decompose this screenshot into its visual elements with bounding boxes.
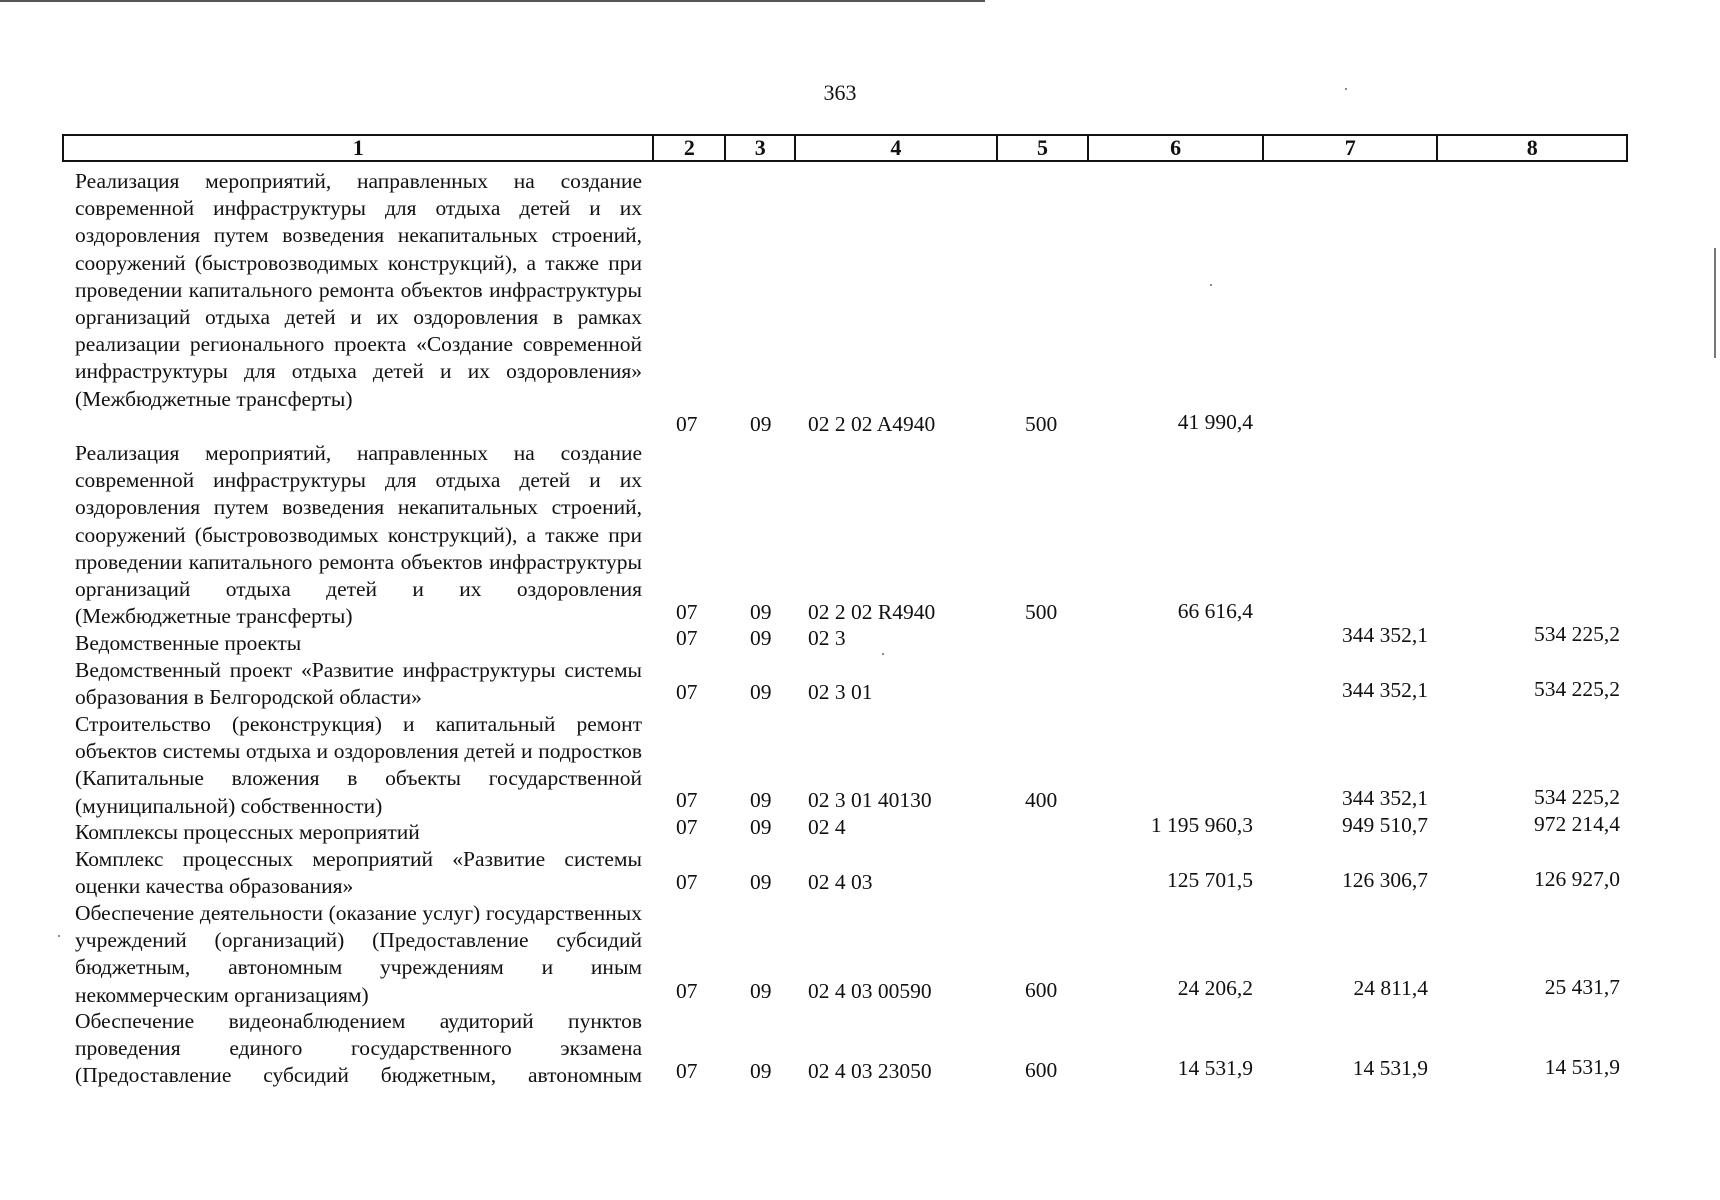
row-target-article: 02 4 03 23050 [808, 1059, 932, 1083]
row-description: Строительство (реконструкция) и капитальный ремонт объектов системы отдыха и оздоровления детей и подростков (Капитальные вложения в объекты государственной (муниципальной) собственности) [75, 712, 642, 818]
row-subsection-code: 09 [750, 870, 772, 894]
column-header-1: 1 [64, 136, 654, 160]
row-amount-col8: 534 225,2 [1534, 622, 1620, 646]
scan-speck [882, 653, 884, 655]
row-amount-col7: 126 306,7 [1342, 868, 1428, 892]
row-amount-col8: 126 927,0 [1534, 867, 1620, 891]
row-expense-type: 500 [1025, 412, 1058, 436]
row-section-code: 07 [676, 870, 698, 894]
row-amount-col7: 344 352,1 [1342, 786, 1428, 810]
row-subsection-code: 09 [750, 788, 772, 812]
row-subsection-code: 09 [750, 600, 772, 624]
row-section-code: 07 [676, 979, 698, 1003]
row-description: Реализация мероприятий, направленных на создание современной инфраструктуры для отдыха детей и их оздоровления путем возведения некапитальных строений, сооружений (быстровозводимых конструкций), а также при проведении капитального ремонта объектов инфраструктуры организаций отдыха детей и их оздоровления в рамках реализации регионального проекта «Создание современной инфраструктуры для отдыха детей и их оздоровления» (Межбюджетные трансферты) [75, 169, 642, 411]
row-description: Комплексы процессных мероприятий [75, 820, 420, 844]
row-target-article: 02 4 03 [808, 870, 873, 894]
column-header-4: 4 [796, 136, 997, 160]
row-description: Обеспечение видеонаблюдением аудиторий пунктов проведения единого государственного экзамена (Предоставление субсидий бюджетным, автономным [75, 1009, 642, 1088]
row-amount-col7: 344 352,1 [1342, 623, 1428, 647]
row-amount-col7: 14 531,9 [1352, 1056, 1428, 1080]
scan-speck [58, 935, 60, 937]
row-amount-col6: 24 206,2 [1177, 976, 1253, 1000]
row-target-article: 02 4 03 00590 [808, 979, 932, 1003]
column-header-3: 3 [726, 136, 796, 160]
row-subsection-code: 09 [750, 412, 772, 436]
row-target-article: 02 3 01 [808, 680, 873, 704]
table-header-row [62, 134, 1628, 162]
row-amount-col6: 66 616,4 [1177, 599, 1253, 623]
scan-border-top [0, 0, 985, 2]
row-description: Реализация мероприятий, направленных на создание современной инфраструктуры для отдыха детей и их оздоровления путем возведения некапитальных строений, сооружений (быстровозводимых конструкций), а также при проведении капитального ремонта объектов инфраструктуры организаций отдыха детей и их оздоровления (Межбюджетные трансферты) [75, 441, 642, 629]
row-amount-col6: 1 195 960,3 [1150, 813, 1253, 837]
row-amount-col6: 125 701,5 [1167, 868, 1253, 892]
row-description: Комплекс процессных мероприятий «Развитие системы оценки качества образования» [75, 847, 642, 899]
column-header-8: 8 [1526, 135, 1538, 160]
scan-speck [1210, 284, 1212, 286]
column-header-7: 7 [1264, 136, 1439, 160]
column-header-5: 5 [998, 136, 1090, 160]
row-target-article: 02 3 [808, 626, 846, 650]
column-header-6: 6 [1089, 136, 1264, 160]
row-amount-col7: 949 510,7 [1342, 813, 1428, 837]
row-section-code: 07 [676, 626, 698, 650]
page-number: 363 [823, 80, 857, 105]
row-section-code: 07 [676, 1059, 698, 1083]
row-amount-col8: 25 431,7 [1544, 975, 1620, 999]
column-header-2: 2 [654, 136, 726, 160]
row-expense-type: 500 [1025, 600, 1058, 624]
row-amount-col8: 14 531,9 [1544, 1055, 1620, 1079]
row-subsection-code: 09 [750, 1059, 772, 1083]
row-amount-col6: 14 531,9 [1177, 1056, 1253, 1080]
row-section-code: 07 [676, 412, 698, 436]
row-target-article: 02 3 01 40130 [808, 788, 932, 812]
row-description: Ведомственный проект «Развитие инфраструктуры системы образования в Белгородской области» [75, 658, 642, 710]
row-subsection-code: 09 [750, 680, 772, 704]
row-section-code: 07 [676, 600, 698, 624]
row-target-article: 02 2 02 R4940 [808, 600, 936, 624]
row-section-code: 07 [676, 815, 698, 839]
row-section-code: 07 [676, 788, 698, 812]
row-target-article: 02 2 02 A4940 [808, 412, 936, 436]
row-amount-col7: 24 811,4 [1353, 976, 1428, 1000]
row-section-code: 07 [676, 680, 698, 704]
row-amount-col8: 534 225,2 [1534, 785, 1620, 809]
row-amount-col7: 344 352,1 [1342, 678, 1428, 702]
row-subsection-code: 09 [750, 815, 772, 839]
row-expense-type: 600 [1025, 1058, 1058, 1082]
scan-border-right [1714, 248, 1716, 358]
row-target-article: 02 4 [808, 815, 846, 839]
row-amount-col8: 972 214,4 [1534, 812, 1620, 836]
row-description: Ведомственные проекты [75, 631, 302, 655]
row-amount-col6: 41 990,4 [1177, 410, 1253, 434]
row-expense-type: 400 [1025, 788, 1058, 812]
row-subsection-code: 09 [750, 626, 772, 650]
row-expense-type: 600 [1025, 978, 1058, 1002]
row-subsection-code: 09 [750, 979, 772, 1003]
row-description: Обеспечение деятельности (оказание услуг) государственных учреждений (организаций) (Предоставление субсидий бюджетным, автономным учреждениям и иным некоммерческим организациям) [75, 901, 642, 1007]
row-amount-col8: 534 225,2 [1534, 677, 1620, 701]
